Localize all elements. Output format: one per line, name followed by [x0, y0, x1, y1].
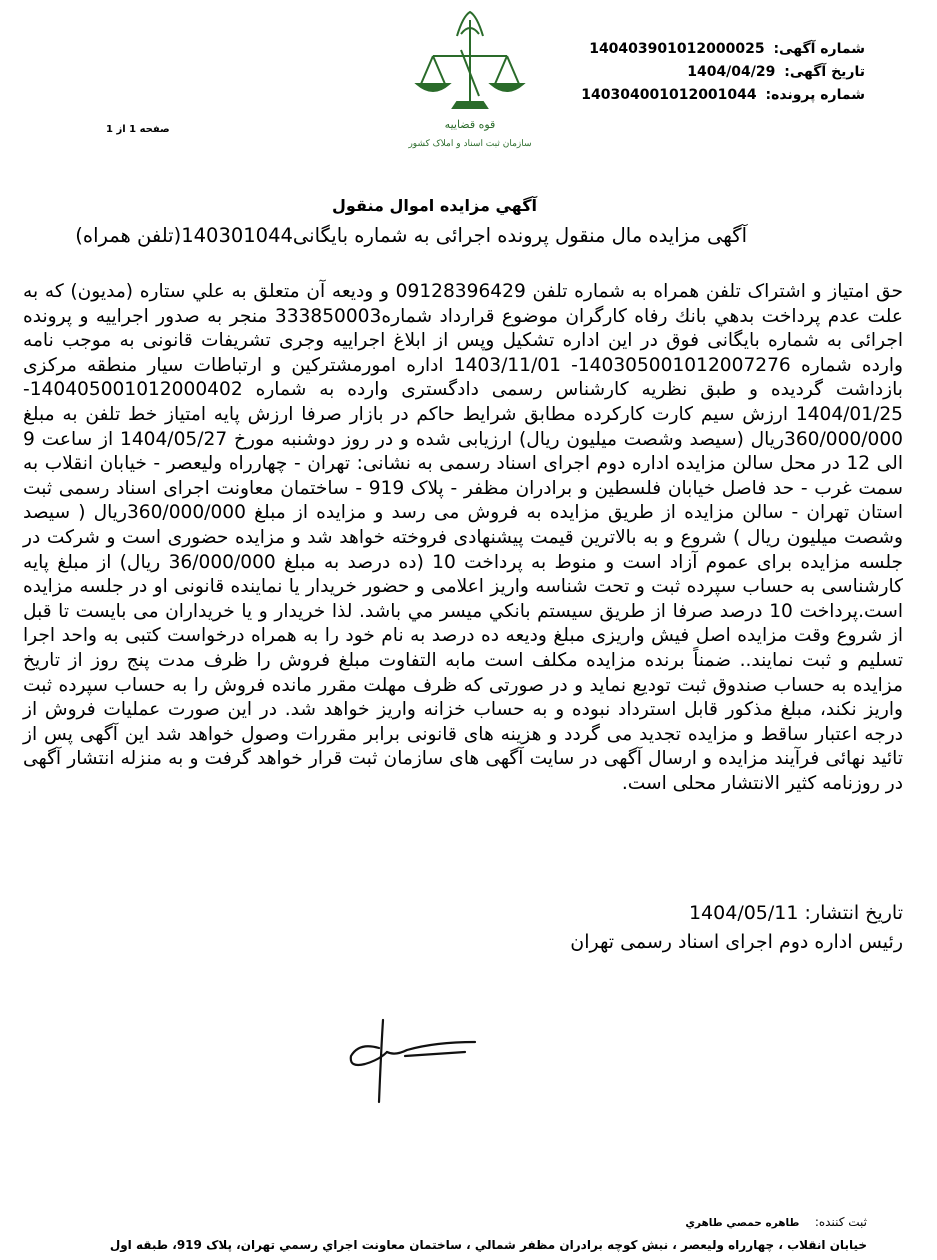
ad-date: 1404/04/29 — [687, 64, 776, 80]
judiciary-emblem-logo — [395, 6, 545, 156]
ad-date-row — [535, 61, 865, 84]
ad-header-info — [535, 38, 865, 107]
ad-number-row — [535, 38, 865, 61]
svg-text:قوه قضاییه: قوه قضاییه — [444, 118, 496, 131]
registrar-row — [685, 1215, 867, 1229]
registrar-name: طاهره حمصي طاهري — [685, 1217, 800, 1229]
registrar-label: ثبت کننده: — [814, 1215, 867, 1229]
svg-text:سازمان ثبت اسناد و املاک کشور: سازمان ثبت اسناد و املاک کشور — [408, 139, 532, 149]
ad-number-label: شماره آگهی: — [773, 41, 865, 57]
case-number-row — [535, 84, 865, 107]
notice-subtitle: آگهی مزایده مال منقول پرونده اجرائی به شماره بایگانی140301044(تلفن همراه) — [75, 224, 747, 247]
page-indicator: صفحه 1 از 1 — [106, 124, 170, 135]
signer-title: رئیس اداره دوم اجرای اسناد رسمی تهران — [570, 931, 903, 953]
case-number: 140304001012001044 — [581, 87, 757, 103]
handwritten-signature — [335, 1012, 485, 1112]
case-number-label: شماره پرونده: — [765, 87, 865, 103]
office-address: خيابان انقلاب ، چهارراه وليعصر ، نبش کوچه برادران مظفر شمالي ، ساختمان معاونت اجراي رسمي تهران، پلاک 919، طبقه اول — [109, 1238, 867, 1252]
ad-number: 140403901012000025 — [589, 41, 765, 57]
publish-date: 1404/05/11 — [688, 902, 799, 924]
publish-date-label: تاریخ انتشار: — [804, 902, 903, 924]
notice-body: حق امتیاز و اشتراک تلفن همراه به شماره تلفن 09128396429 و ودیعه آن متعلق به علي ستاره (مدیون) که به علت عدم پرداخت بدهي بانك رفاه کارگران موضوع قرارداد شماره333850003 منجر به صدور اجراییه و پرونده اجرائی به شماره بایگانی فوق در این اداره تشکیل وپس از ابلاغ اجراییه وجری تشریفات قانونی به موجب نامه وارده شماره 140305001012007276- 1403/11/01 اداره امورمشترکین و ارتباطات سیار منطقه مرکزی بازداشت گردیده و طبق نظریه کارشناس رسمی دادگستری وارده به شماره 140405001012000402-1404/01/25 ارزش سیم کارت کارکرده مطابق شرایط حاکم در بازار صرفا ارزش پایه امتیاز خط تلفن به مبلغ 360/000/000ریال (سیصد وشصت میلیون ریال) ارزیابی شده و در روز دوشنبه مورخ 1404/05/27 از ساعت 9 الی 12 در محل سالن مزایده اداره دوم اجرای اسناد رسمی به نشانی: تهران - چهارراه ولیعصر - خیابان انقلاب به سمت غرب - حد فاصل خیابان فلسطین و برادران مظفر - پلاک 919 - ساختمان معاونت اجرای اسناد رسمی ثبت استان تهران - سالن مزایده از طریق مزایده به فروش می رسد و مزایده از مبلغ 360/000/000ریال ( سیصد وشصت میلیون ریال ) شروع و به بالاترین قیمت پیشنهادی فروخته خواهد شد و مزایده حضوری است و شرکت در جلسه مزایده برای عموم آزاد است و منوط به پرداخت 10 (ده درصد به مبلغ 36/000/000 ریال) از مبلغ پایه کارشناسی به حساب سپرده ثبت و تحت شناسه واریز اعلامی و حضور خریدار یا نماینده قانونی او در جلسه مزایده است.پرداخت 10 درصد صرفا از طریق سیستم بانکي میسر مي باشد. لذا خریدار و یا خریداران می بایست تا قبل از شروع وقت مزایده اصل فیش واریزی مبلغ ودیعه ده درصد به نام خود را به همراه درخواست کتبی به واحد اجرا تسلیم و ثبت نمایند.. ضمناً برنده مزایده مکلف است مابه التفاوت مبلغ فروش را ظرف مدت پنج روز از تاریخ مزایده به حساب صندوق ثبت تودیع نماید و در صورتی که ظرف مهلت مقرر مانده فروش را به حساب سپرده ثبت واریز نکند، مبلغ مذکور قابل استرداد نبوده و به حساب خزانه واریز خواهد شد. در این صورت عملیات فروش از درجه اعتبار ساقط و مزایده تجدید می گردد و هزینه های قانونی برابر مقررات وصول خواهد شد این آگهی پس از تائید نهائی فرآیند مزایده و ارسال آگهی در سایت آگهی های سازمان ثبت قرار خواهد گرفت و به منزله انتشار آگهی در روزنامه کثیر الانتشار محلی است. — [23, 281, 904, 794]
ad-date-label: تاریخ آگهی: — [784, 64, 865, 80]
publish-date-row — [689, 902, 903, 924]
notice-title: آگهي مزايده اموال منقول — [332, 196, 537, 215]
